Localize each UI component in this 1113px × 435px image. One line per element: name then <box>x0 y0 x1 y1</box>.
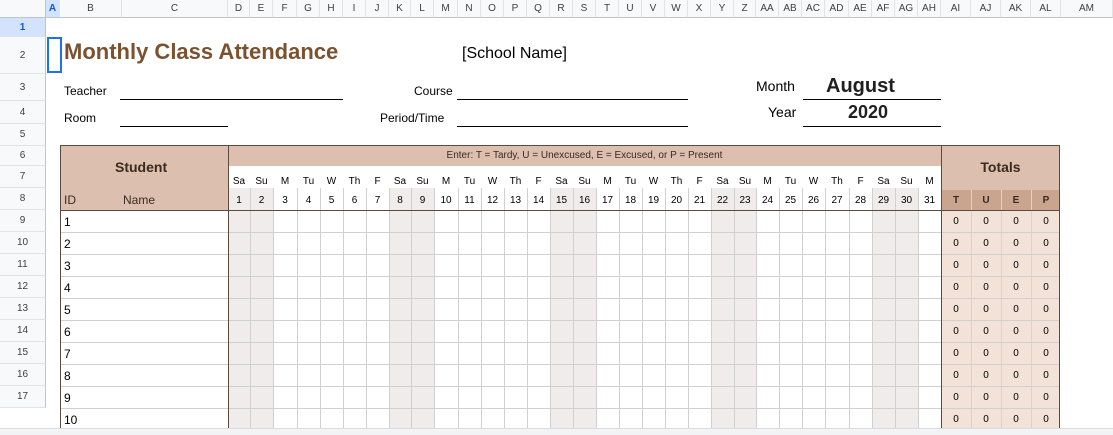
weekday-label: M <box>925 176 934 187</box>
column-header-p[interactable]: P <box>504 0 527 18</box>
column-header-y[interactable]: Y <box>711 0 734 18</box>
column-header-ac[interactable]: AC <box>802 0 825 18</box>
row-header-2[interactable]: 2 <box>0 37 46 74</box>
row-header-8[interactable]: 8 <box>0 188 46 210</box>
total-e-value: 0 <box>1013 260 1019 271</box>
total-u-value: 0 <box>983 260 989 271</box>
student-id[interactable]: 7 <box>64 347 71 361</box>
column-header-ad[interactable]: AD <box>825 0 849 18</box>
weekday-label: Th <box>348 176 361 187</box>
column-header-x[interactable]: X <box>688 0 711 18</box>
total-u-value: 0 <box>983 282 989 293</box>
column-header-g[interactable]: G <box>297 0 320 18</box>
column-header-i[interactable]: I <box>343 0 366 18</box>
student-id[interactable]: 8 <box>64 369 71 383</box>
row-header-13[interactable]: 13 <box>0 298 46 320</box>
total-e-value: 0 <box>1013 392 1019 403</box>
day-number-label: 3 <box>282 195 288 206</box>
weekday-label: Sa <box>555 176 568 187</box>
course-label: Course <box>414 84 453 98</box>
sheet-title[interactable]: Monthly Class Attendance <box>64 39 339 64</box>
total-t-value: 0 <box>953 304 959 315</box>
total-u-value: 0 <box>983 414 989 425</box>
total-p-value: 0 <box>1043 348 1049 359</box>
total-e-value: 0 <box>1013 216 1019 227</box>
total-u-value: 0 <box>983 392 989 403</box>
weekday-label: Sa <box>877 176 890 187</box>
day-number-label: 7 <box>374 195 381 206</box>
course-field[interactable] <box>457 99 688 100</box>
legend-text: Enter: T = Tardy, U = Unexcused, E = Excused, or P = Present <box>446 150 723 161</box>
room-label: Room <box>64 111 97 125</box>
total-t-value: 0 <box>953 370 959 381</box>
weekday-label: W <box>648 176 659 187</box>
total-t-value: 0 <box>953 326 959 337</box>
column-header-j[interactable]: J <box>366 0 389 18</box>
total-p-value: 0 <box>1043 414 1049 425</box>
student-header: Student <box>115 159 168 175</box>
day-number-label: 16 <box>578 195 591 206</box>
weekday-label: Sa <box>232 176 246 187</box>
teacher-field[interactable] <box>120 99 343 100</box>
day-number-label: 12 <box>486 195 499 206</box>
year-field-underline <box>803 126 941 127</box>
weekday-label: M <box>763 176 772 187</box>
weekday-label: W <box>326 176 337 187</box>
select-all-corner[interactable] <box>0 0 46 18</box>
day-number-label: 22 <box>716 195 729 206</box>
weekday-label: F <box>374 176 381 187</box>
row-header-11[interactable]: 11 <box>0 254 46 276</box>
totals-header: Totals <box>980 159 1021 175</box>
day-number-label: 1 <box>236 195 242 206</box>
day-number-label: 11 <box>464 195 475 206</box>
total-t-value: 0 <box>953 392 959 403</box>
total-t-value: 0 <box>953 282 959 293</box>
day-number-label: 10 <box>440 195 452 206</box>
total-p-value: 0 <box>1043 260 1049 271</box>
day-number-label: 2 <box>258 195 265 206</box>
totals-col-p: P <box>1042 195 1050 206</box>
horizontal-scrollbar[interactable] <box>0 428 1113 435</box>
day-number-label: 15 <box>555 195 568 206</box>
totals-col-e: E <box>1012 195 1020 206</box>
column-header-ab[interactable]: AB <box>779 0 802 18</box>
weekday-label: Su <box>255 176 268 187</box>
table-border <box>60 145 1060 435</box>
day-number-label: 9 <box>419 195 426 206</box>
weekday-label: F <box>535 176 542 187</box>
weekday-label: Sa <box>716 176 729 187</box>
column-header-c[interactable]: C <box>122 0 228 18</box>
row-header-1[interactable]: 1 <box>0 18 46 37</box>
day-number-label: 14 <box>532 195 545 206</box>
column-header-q[interactable]: Q <box>527 0 550 18</box>
day-number-label: 17 <box>601 195 614 206</box>
total-t-value: 0 <box>953 238 959 249</box>
column-header-v[interactable]: V <box>642 0 665 18</box>
weekday-label: Th <box>831 176 843 187</box>
column-header-h[interactable]: H <box>320 0 343 18</box>
total-e-value: 0 <box>1013 282 1019 293</box>
day-number-label: 5 <box>328 195 335 206</box>
column-header-ah[interactable]: AH <box>918 0 941 18</box>
weekday-label: Tu <box>463 176 476 187</box>
column-header-a[interactable]: A <box>46 0 60 18</box>
total-t-value: 0 <box>953 260 959 271</box>
day-number-label: 31 <box>923 195 936 206</box>
weekday-label: Sa <box>393 176 407 187</box>
student-id[interactable]: 6 <box>64 325 71 339</box>
weekday-label: F <box>857 176 864 187</box>
weekday-label: W <box>808 176 819 187</box>
day-number-label: 26 <box>807 195 820 206</box>
column-header-e[interactable]: E <box>250 0 273 18</box>
day-number-label: 25 <box>784 195 797 206</box>
column-header-o[interactable]: O <box>481 0 504 18</box>
teacher-label: Teacher <box>64 84 107 98</box>
total-p-value: 0 <box>1043 392 1049 403</box>
column-header-m[interactable]: M <box>434 0 458 18</box>
column-header-t[interactable]: T <box>596 0 619 18</box>
weekday-label: Th <box>670 176 683 187</box>
school-name[interactable]: [School Name] <box>462 45 567 62</box>
student-id[interactable]: 5 <box>64 303 71 317</box>
total-e-value: 0 <box>1013 326 1019 337</box>
day-number-label: 24 <box>761 195 774 206</box>
day-number-label: 6 <box>351 195 358 206</box>
weekday-label: Su <box>416 176 429 187</box>
student-id[interactable]: 4 <box>64 281 71 295</box>
column-header-aa[interactable]: AA <box>756 0 779 18</box>
day-number-label: 20 <box>670 195 683 206</box>
row-header-15[interactable]: 15 <box>0 342 46 364</box>
column-header-d[interactable]: D <box>228 0 250 18</box>
column-header-ai[interactable]: AI <box>941 0 971 18</box>
row-header-17[interactable]: 17 <box>0 386 46 408</box>
row-header-9[interactable]: 9 <box>0 210 46 232</box>
weekday-label: Su <box>578 176 591 187</box>
column-header-k[interactable]: K <box>389 0 411 18</box>
total-u-value: 0 <box>983 326 989 337</box>
row-header-10[interactable]: 10 <box>0 232 46 254</box>
total-t-value: 0 <box>953 216 959 227</box>
room-field[interactable] <box>120 126 228 127</box>
column-header-u[interactable]: U <box>619 0 642 18</box>
column-header-w[interactable]: W <box>665 0 688 18</box>
period-time-label: Period/Time <box>380 111 445 125</box>
column-header-l[interactable]: L <box>411 0 434 18</box>
student-id[interactable]: 3 <box>64 259 71 273</box>
year-label: Year <box>768 104 797 120</box>
row-header-3[interactable]: 3 <box>0 74 46 101</box>
weekday-label: M <box>603 176 612 187</box>
total-e-value: 0 <box>1013 238 1019 249</box>
column-header-s[interactable]: S <box>573 0 596 18</box>
row-header-14[interactable]: 14 <box>0 320 46 342</box>
total-p-value: 0 <box>1043 370 1049 381</box>
column-header-aj[interactable]: AJ <box>971 0 1001 18</box>
id-header: ID <box>64 193 76 207</box>
weekday-label: F <box>696 176 703 187</box>
day-number-label: 8 <box>397 195 403 206</box>
weekday-label: Tu <box>624 176 637 187</box>
column-header-af[interactable]: AF <box>872 0 895 18</box>
total-u-value: 0 <box>983 348 989 359</box>
day-number-label: 23 <box>739 195 751 206</box>
total-p-value: 0 <box>1043 282 1049 293</box>
row-header-7[interactable]: 7 <box>0 166 46 188</box>
column-header-f[interactable]: F <box>273 0 297 18</box>
total-p-value: 0 <box>1043 304 1049 315</box>
column-header-n[interactable]: N <box>458 0 481 18</box>
total-p-value: 0 <box>1043 238 1049 249</box>
weekday-label: W <box>487 176 498 187</box>
total-u-value: 0 <box>983 304 989 315</box>
total-e-value: 0 <box>1013 414 1019 425</box>
total-p-value: 0 <box>1043 326 1049 337</box>
day-number-label: 21 <box>693 195 706 206</box>
column-header-r[interactable]: R <box>550 0 573 18</box>
column-header-ag[interactable]: AG <box>895 0 918 18</box>
total-u-value: 0 <box>983 216 989 227</box>
weekday-label: Su <box>738 176 752 187</box>
totals-col-u: U <box>982 195 990 206</box>
total-u-value: 0 <box>983 238 989 249</box>
total-p-value: 0 <box>1043 216 1049 227</box>
weekday-label: Th <box>509 176 522 187</box>
day-number-label: 29 <box>877 195 890 206</box>
column-header-al[interactable]: AL <box>1031 0 1061 18</box>
month-field-underline <box>803 99 941 100</box>
total-e-value: 0 <box>1013 370 1019 381</box>
day-number-label: 13 <box>509 195 522 206</box>
month-value[interactable]: August <box>826 75 895 97</box>
weekday-label: M <box>441 176 451 187</box>
weekday-label: Tu <box>784 176 797 187</box>
day-number-label: 18 <box>624 195 637 206</box>
active-cell-a1[interactable] <box>47 37 62 73</box>
total-t-value: 0 <box>953 414 959 425</box>
column-header-z[interactable]: Z <box>734 0 756 18</box>
year-value[interactable]: 2020 <box>848 102 889 122</box>
column-header-am[interactable]: AM <box>1061 0 1113 18</box>
day-number-label: 19 <box>647 195 660 206</box>
student-id[interactable]: 2 <box>64 237 71 251</box>
row-header-6[interactable]: 6 <box>0 146 46 166</box>
day-number-label: 4 <box>305 195 312 206</box>
student-id[interactable]: 1 <box>64 215 71 229</box>
totals-col-t: T <box>952 195 960 206</box>
weekday-label: Su <box>900 176 913 187</box>
total-u-value: 0 <box>983 370 989 381</box>
day-number-label: 27 <box>831 195 843 206</box>
student-id[interactable]: 10 <box>64 413 78 427</box>
column-header-ae[interactable]: AE <box>849 0 872 18</box>
total-t-value: 0 <box>953 348 959 359</box>
weekday-label: M <box>280 176 290 187</box>
row-header-5[interactable]: 5 <box>0 124 46 146</box>
month-label: Month <box>756 78 795 94</box>
period-time-field[interactable] <box>457 126 688 127</box>
row-header-12[interactable]: 12 <box>0 276 46 298</box>
name-header: Name <box>123 193 156 207</box>
row-header-4[interactable]: 4 <box>0 101 46 124</box>
weekday-label: Tu <box>302 176 315 187</box>
day-number-label: 28 <box>854 195 867 206</box>
column-header-ak[interactable]: AK <box>1001 0 1031 18</box>
row-header-16[interactable]: 16 <box>0 364 46 386</box>
total-e-value: 0 <box>1013 304 1019 315</box>
total-e-value: 0 <box>1013 348 1019 359</box>
day-number-label: 30 <box>900 195 913 206</box>
student-id[interactable]: 9 <box>64 391 71 405</box>
column-header-b[interactable]: B <box>60 0 122 18</box>
